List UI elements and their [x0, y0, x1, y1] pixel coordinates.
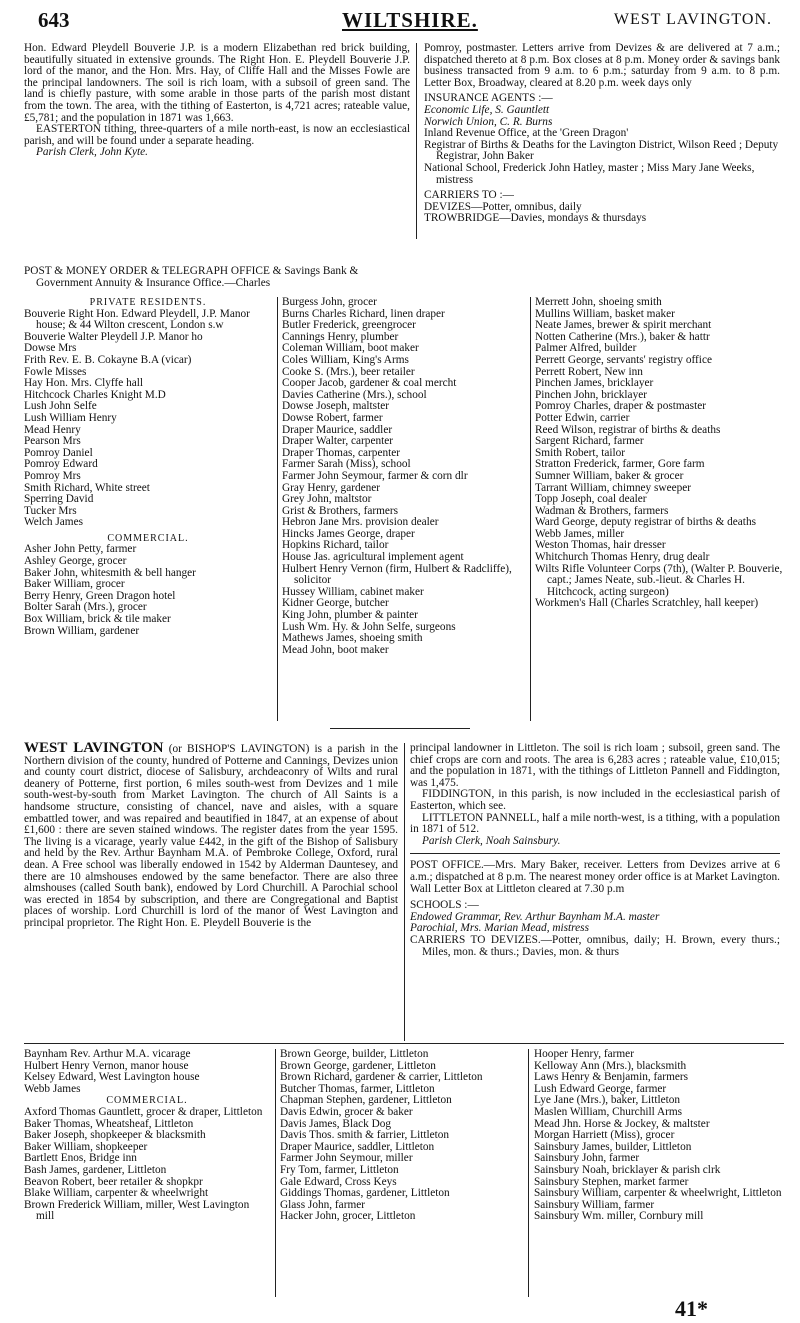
directory-entry: Pomroy Charles, draper & postmaster [535, 401, 706, 413]
directory-entry: Baker Joseph, shopkeeper & blacksmith [24, 1130, 206, 1142]
directory-entry: Cooper Jacob, gardener & coal mercht [282, 378, 457, 390]
school-entry: Parochial, Mrs. Marian Mead, mistress [410, 922, 589, 935]
national-school: National School, Frederick John Hatley, master ; Miss Mary Jane Weeks, mistress [424, 161, 755, 186]
directory-entry: Baker William, shopkeeper [24, 1141, 148, 1153]
directory-entry: Hooper Henry, farmer [534, 1049, 634, 1060]
directory-entry: Sainsbury Wm. miller, Cornbury mill [534, 1211, 704, 1223]
signature-mark: 41* [675, 1296, 708, 1321]
directory-entry: Whitchurch Thomas Henry, drug dealr [535, 552, 710, 564]
description-paragraph: Hon. Edward Pleydell Bouverie J.P. is a modern Elizabethan red brick building, beautifully situated in extensive grounds. The Right Hon. E. Pleydell Bouverie J.P. lord of the manor, and the Hon. Mrs. Hay, of Cliffe Hall and the Misses Fowle are the principal landowners. The soil is rich loam, with a subsoil of green sand. The land is chiefly pasture, with some arable in those parts of the parish most distant from the town. The area, with the tithing of Easterton, is 4,721 acres; rateable value, £5,781; and the population in 1871 was 1,663. [24, 42, 410, 124]
littleton-paragraph: principal landowner in Littleton. The soil is rich loam ; subsoil, green sand. The chief crops are corn and roots. The area is 6,283 acres ; rateable value, £10,015; and the population in 1871, with the tithings of Littleton Pannell and Fiddington, was 1,475. [410, 742, 780, 789]
directory-entry: Kidner George, butcher [282, 598, 389, 610]
directory-entry: King John, plumber & painter [282, 610, 418, 622]
market-lavington-services [424, 43, 780, 225]
commercial-list [24, 544, 272, 637]
directory-entry: Lye Jane (Mrs.), baker, Littleton [534, 1095, 681, 1107]
directory-entry: Hussey William, cabinet maker [282, 586, 424, 598]
directory-entry: Wadman & Brothers, farmers [535, 505, 669, 517]
directory-entry: Kelsey Edward, West Lavington house [24, 1072, 200, 1084]
directory-entry: Berry Henry, Green Dragon hotel [24, 590, 176, 602]
west-lavington-description [24, 740, 398, 930]
directory-entry: Grist & Brothers, farmers [282, 505, 399, 517]
directory-entry: Sainsbury Stephen, market farmer [534, 1176, 689, 1188]
directory-entry: Hopkins Richard, tailor [282, 540, 389, 552]
directory-entry: Sumner William, baker & grocer [535, 470, 684, 482]
section-title: WEST LAVINGTON [24, 740, 164, 756]
directory-entry: Farmer Sarah (Miss), school [282, 459, 411, 471]
directory-entry: Lush William Henry [24, 412, 117, 424]
directory-entry: Baynham Rev. Arthur M.A. vicarage [24, 1049, 191, 1060]
insurance-heading: INSURANCE AGENTS :— [424, 92, 553, 105]
page-number: 643 [38, 8, 70, 32]
directory-entry: Hebron Jane Mrs. provision dealer [282, 517, 439, 529]
directory-entry: Sainsbury John, farmer [534, 1153, 640, 1165]
directory-entry: Ward George, deputy registrar of births & deaths [535, 517, 756, 529]
directory-entry: Baker Thomas, Wheatsheaf, Littleton [24, 1118, 194, 1130]
directory-entry: Chapman Stephen, gardener, Littleton [280, 1095, 452, 1107]
directory-entry: Baker William, grocer [24, 579, 125, 591]
directory-entry: Fry Tom, farmer, Littleton [280, 1164, 399, 1176]
directory-entry: Glass John, farmer [280, 1199, 366, 1211]
directory-entry: Mead Jhn. Horse & Jockey, & maltster [534, 1118, 710, 1130]
carriers-heading: CARRIERS TO :— [424, 189, 514, 202]
directory-entry: Mead Henry [24, 424, 81, 436]
directory-entry: Morgan Harriett (Miss), grocer [534, 1130, 675, 1142]
directory-entry: Palmer Alfred, builder [535, 343, 637, 355]
directory-entry: Hay Hon. Mrs. Clyffe hall [24, 378, 144, 390]
section-rule [410, 853, 780, 854]
directory-entry: Draper Walter, carpenter [282, 436, 394, 448]
section-rule [330, 728, 470, 729]
directory-entry: Perrett Robert, New inn [535, 366, 643, 378]
wl-column-1 [24, 1049, 270, 1223]
directory-entry: Sperring David [24, 494, 94, 506]
directory-entry: Beavon Robert, beer retailer & shopkpr [24, 1176, 203, 1188]
insurance-agent: Norwich Union, C. R. Burns [424, 115, 553, 128]
county-title: WILTSHIRE. [342, 8, 478, 32]
directory-entry: Gale Edward, Cross Keys [280, 1176, 397, 1188]
post-office-text: POST OFFICE.—Mrs. Mary Baker, receiver. Letters from Devizes arrive at 6 a.m.; dispatched at 8 p.m. The nearest money order office is at Market Lavington. Wall Letter Box at Littleton cleared at 7.30 p.m [410, 859, 780, 895]
directory-entry: Merrett John, shoeing smith [535, 297, 662, 308]
postmaster-text: Pomroy, postmaster. Letters arrive from Devizes & are delivered at 7 a.m.; dispatched thereto at 8 p.m. Box closes at 8 p.m. Money order & savings bank business transacted from 9 a.m. to 6 p.m.; saturday from 9 a.m. to 8 p.m. Letter Box, Broadway, cleared at 8.20 p.m. week days only [424, 42, 780, 89]
directory-entry: Ashley George, grocer [24, 556, 127, 568]
directory-entry: Topp Joseph, coal dealer [535, 494, 647, 506]
column-divider [404, 743, 405, 1041]
commercial-list [24, 1107, 270, 1223]
littleton-pannell-paragraph: LITTLETON PANNELL, half a mile north-west, is a tithing, with a population in 1871 of 512. [410, 811, 780, 836]
directory-column-2 [282, 297, 526, 656]
directory-entry: Sainsbury Noah, bricklayer & parish clrk [534, 1164, 721, 1176]
directory-entry: Pinchen John, bricklayer [535, 389, 647, 401]
directory-entry: Draper Thomas, carpenter [282, 447, 401, 459]
directory-entry: Potter Edwin, carrier [535, 412, 630, 424]
commercial-heading: COMMERCIAL. [106, 1095, 188, 1107]
directory-entry: Brown Frederick William, miller, West Lavington mill [24, 1199, 250, 1223]
directory-entry: Asher John Petty, farmer [24, 544, 137, 556]
column-divider [416, 43, 417, 239]
directory-column-1 [24, 297, 272, 637]
post-office-text: POST & MONEY ORDER & TELEGRAPH OFFICE & Savings Bank & Government Annuity & Insurance Office.—Charles [24, 265, 359, 289]
directory-entry: Welch James [24, 517, 84, 529]
fiddington-paragraph: FIDDINGTON, in this parish, is now included in the ecclesiastical parish of Easterton, which see. [410, 788, 780, 812]
directory-entry: Kelloway Ann (Mrs.), blacksmith [534, 1060, 687, 1072]
directory-entry: Brown Richard, gardener & carrier, Littleton [280, 1072, 483, 1084]
directory-entry: Cannings Henry, plumber [282, 331, 399, 343]
directory-entry: Hincks James George, draper [282, 528, 415, 540]
directory-entry: Brown George, builder, Littleton [280, 1049, 429, 1060]
directory-entry: Hulbert Henry Vernon (firm, Hulbert & Radcliffe), solicitor [282, 563, 512, 587]
directory-entry: Gray Henry, gardener [282, 482, 381, 494]
directory-entry: Webb James, miller [535, 528, 625, 540]
directory-entry: Davis Edwin, grocer & baker [280, 1106, 413, 1118]
private-residents-heading: PRIVATE RESIDENTS. [89, 297, 207, 308]
wl-column-2 [280, 1049, 524, 1223]
directory-entry: Wilts Rifle Volunteer Corps (7th), (Walter P. Bouverie, capt.; James Neate, sub.-lieut. & Charles H. Hitchcock, acting surgeon) [535, 563, 783, 598]
directory-entry: Hulbert Henry Vernon, manor house [24, 1060, 189, 1072]
carriers-text: CARRIERS TO DEVIZES.—Potter, omnibus, daily; H. Brown, every thurs.; Miles, mon. & thurs.; Davies, mon. & thurs [410, 933, 780, 958]
easterton-paragraph: EASTERTON tithing, three-quarters of a mile north-east, is now an ecclesiastical parish, and will be found under a separate heading. [24, 123, 410, 147]
directory-entry: Grey John, maltstor [282, 494, 372, 506]
directory-entry: Butler Frederick, greengrocer [282, 320, 416, 332]
directory-entry: Farmer John Seymour, farmer & corn dlr [282, 470, 468, 482]
directory-entry: Bash James, gardener, Littleton [24, 1164, 167, 1176]
directory-entry: Sargent Richard, farmer [535, 436, 644, 448]
directory-entry: Frith Rev. E. B. Cokayne B.A (vicar) [24, 354, 192, 366]
directory-entry: Stratton Frederick, farmer, Gore farm [535, 459, 705, 471]
directory-entry: Sainsbury William, carpenter & wheelwright, Littleton [534, 1188, 782, 1200]
directory-entry: Mullins William, basket maker [535, 308, 675, 320]
directory-entry: Blake William, carpenter & wheelwright [24, 1188, 209, 1200]
carrier-devizes: DEVIZES—Potter, omnibus, daily [424, 200, 582, 213]
directory-entry: Hitchcock Charles Knight M.D [24, 389, 166, 401]
schools-heading: SCHOOLS :— [410, 899, 479, 912]
directory-entry: Bartlett Enos, Bridge inn [24, 1153, 137, 1165]
directory-entry: Reed Wilson, registrar of births & deaths [535, 424, 721, 436]
directory-entry: Davis Thos. smith & farrier, Littleton [280, 1130, 450, 1142]
directory-entry: Mathews James, shoeing smith [282, 633, 423, 645]
directory-entry: House Jas. agricultural implement agent [282, 552, 464, 564]
directory-entry: Notten Catherine (Mrs.), baker & hattr [535, 331, 710, 343]
directory-entry: Giddings Thomas, gardener, Littleton [280, 1188, 450, 1200]
wl-column-3 [534, 1049, 784, 1223]
column-divider [275, 1049, 276, 1297]
private-residents-list [24, 309, 272, 529]
column-divider [530, 297, 531, 721]
directory-entry: Dowse Joseph, maltster [282, 401, 389, 413]
section-rule [24, 1043, 784, 1044]
registrar: Registrar of Births & Deaths for the Lavington District, Wilson Reed ; Deputy Registrar, John Baker [424, 138, 779, 163]
market-lavington-description [24, 43, 410, 159]
directory-entry: Smith Richard, White street [24, 482, 150, 494]
directory-entry: Lush Wm. Hy. & John Selfe, surgeons [282, 621, 456, 633]
directory-entry: Axford Thomas Gauntlett, grocer & draper, Littleton [24, 1106, 263, 1118]
directory-column-3 [535, 297, 785, 610]
west-lavington-right [410, 743, 780, 958]
directory-entry: Burgess John, grocer [282, 297, 377, 308]
directory-entry: Dowse Mrs [24, 343, 77, 355]
directory-entry: Mead John, boot maker [282, 644, 389, 656]
directory-entry: Davies Catherine (Mrs.), school [282, 389, 427, 401]
directory-entry: Webb James [24, 1083, 81, 1095]
directory-entry: Coleman William, boot maker [282, 343, 419, 355]
west-lavington-text: (or BISHOP'S LAVINGTON) is a parish in the Northern division of the county, hundred of Potterne and Cannings, Devizes union and county court district, diocese of Salisbury, archdeaconry of Wilts and rural deanery of Potterne, first portion, 6 miles south-west from Devizes and 1 mile south-west-by-south from Market Lavington. The church of All Saints is a handsome structure, consisting of chancel, nave and aisles, with a square embattled tower, and was repaired and beautified in 1847, at an expense of about £1,600 : there are seven stained windows. The register dates from the year 1595. The living is a vicarage, yearly value £442, in the gift of the Bishop of Salisbury and held by the Rev. Arthur Baynham M.A. of Pembroke College, Oxford, rural dean. A Free school was liberally endowed in 1542 by Alderman Dauntesey, and there are 10 almshouses endowed by the same benefactor. There are also three almshouses (called South bank), endowed by Lord Churchill. A Parochial school was erected in 1854 by subscription, and there are Congregational and Baptist places of worship. Lord Churchill is lord of the manor of West Lavington and principal proprietor. The Right Hon. E. Pleydell Bouverie is the [24, 743, 398, 929]
post-office-line [24, 266, 414, 289]
directory-entry: Baker John, whitesmith & bell hanger [24, 567, 196, 579]
page-header [0, 8, 800, 34]
parish-clerk: Parish Clerk, John Kyte. [36, 146, 149, 159]
directory-entry: Weston Thomas, hair dresser [535, 540, 666, 552]
directory-entry: Dowse Robert, farmer [282, 412, 383, 424]
directory-entry: Pomroy Edward [24, 459, 98, 471]
directory-entry: Brown William, gardener [24, 625, 140, 637]
insurance-agent: Economic Life, S. Gauntlett [424, 103, 550, 116]
column-divider [277, 297, 278, 721]
directory-entry: Bouverie Right Hon. Edward Pleydell, J.P. Manor house; & 44 Wilton crescent, London s.w [24, 308, 250, 332]
directory-entry: Pinchen James, bricklayer [535, 378, 654, 390]
directory-entry: Butcher Thomas, farmer, Littleton [280, 1083, 435, 1095]
directory-entry: Neate James, brewer & spirit merchant [535, 320, 712, 332]
directory-entry: Lush John Selfe [24, 401, 97, 413]
directory-entry: Tucker Mrs [24, 505, 77, 517]
parish-clerk: Parish Clerk, Noah Sainsbury. [422, 834, 561, 847]
directory-entry: Hacker John, grocer, Littleton [280, 1211, 416, 1223]
directory-entry: Tarrant William, chimney sweeper [535, 482, 692, 494]
carrier-trowbridge: TROWBRIDGE—Davies, mondays & thursdays [424, 212, 647, 225]
directory-entry: Burns Charles Richard, linen draper [282, 308, 445, 320]
directory-entry: Farmer John Seymour, miller [280, 1153, 413, 1165]
directory-entry: Draper Maurice, saddler [282, 424, 393, 436]
directory-entry: Pomroy Daniel [24, 447, 93, 459]
directory-entry: Bolter Sarah (Mrs.), grocer [24, 602, 147, 614]
directory-entry: Sainsbury James, builder, Littleton [534, 1141, 692, 1153]
directory-entry: Workmen's Hall (Charles Scratchley, hall keeper) [535, 598, 759, 610]
directory-entry: Lush Edward George, farmer [534, 1083, 667, 1095]
directory-entry: Pomroy Mrs [24, 470, 81, 482]
directory-entry: Sainsbury William, farmer [534, 1199, 655, 1211]
directory-entry: Box William, brick & tile maker [24, 614, 171, 626]
directory-entry: Laws Henry & Benjamin, farmers [534, 1072, 689, 1084]
directory-entry: Davis James, Black Dog [280, 1118, 392, 1130]
directory-entry: Bouverie Walter Pleydell J.P. Manor ho [24, 331, 203, 343]
directory-entry: Coles William, King's Arms [282, 354, 409, 366]
directory-entry: Smith Robert, tailor [535, 447, 626, 459]
directory-entry: Cooke S. (Mrs.), beer retailer [282, 366, 415, 378]
inland-revenue: Inland Revenue Office, at the 'Green Dragon' [424, 127, 629, 140]
directory-entry: Pearson Mrs [24, 436, 81, 448]
directory-entry: Brown George, gardener, Littleton [280, 1060, 436, 1072]
place-heading: WEST LAVINGTON. [613, 11, 772, 28]
commercial-heading: COMMERCIAL. [107, 532, 189, 544]
school-entry: Endowed Grammar, Rev. Arthur Baynham M.A. master [410, 910, 660, 923]
private-residents-list [24, 1049, 270, 1095]
column-divider [528, 1049, 529, 1297]
directory-entry: Maslen William, Churchill Arms [534, 1106, 683, 1118]
directory-entry: Draper Maurice, saddler, Littleton [280, 1141, 435, 1153]
directory-entry: Fowle Misses [24, 366, 87, 378]
directory-entry: Perrett George, servants' registry office [535, 354, 712, 366]
